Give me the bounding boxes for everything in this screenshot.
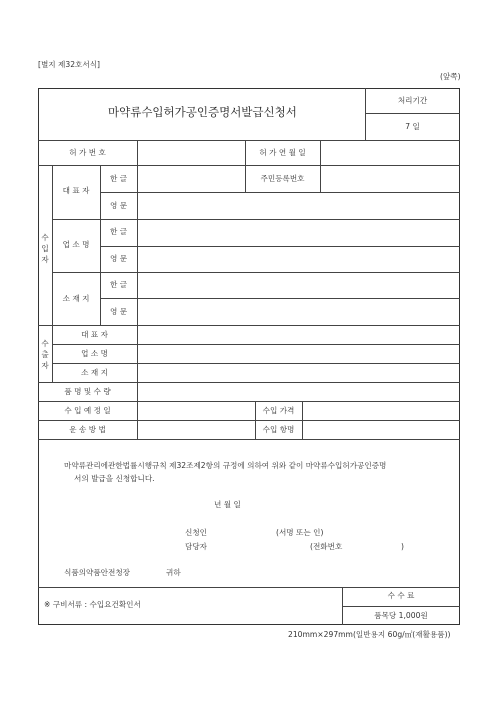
divider: [100, 192, 460, 193]
form-number: [별지 제32호서식]: [38, 60, 101, 69]
statement-line-1: 마약류관리에관한법률시행규칙 제32조제2항의 규정에 의하여 위와 같이 마약류수입허가공인증명: [64, 461, 387, 470]
divider: [52, 363, 460, 364]
page-side-label: (앞쪽): [440, 72, 461, 81]
import-price-label: 수입 가격: [262, 406, 295, 415]
importer-section-label: 수입자: [41, 233, 49, 264]
person-in-charge-label: 담당자: [185, 542, 208, 551]
divider: [100, 298, 460, 299]
product-quantity-label: 품 명 및 수 량: [64, 387, 111, 396]
divider: [365, 113, 460, 114]
statement-line-2: 서의 발급을 신청합니다.: [74, 474, 155, 483]
divider: [38, 325, 460, 326]
attachment-note: ※ 구비서류 : 수입요건확인서: [44, 600, 141, 609]
divider: [38, 439, 460, 440]
importer-business-name-label: 업 소 명: [62, 240, 90, 249]
exporter-location-label: 소 재 지: [81, 368, 108, 377]
importer-location-label: 소 재 지: [62, 294, 90, 303]
divider: [100, 165, 101, 325]
date-line: 년 월 일: [214, 500, 241, 509]
fee-value: 품목당 1,000원: [374, 611, 428, 620]
importer-business-english-label: 영 문: [109, 254, 128, 263]
paper-spec: 210mm×297mm(일반용지 60g/㎡(재활용품)): [288, 630, 451, 639]
divider: [38, 587, 460, 588]
divider: [38, 140, 460, 141]
recipient-authority: 식품의약품안전청장: [64, 568, 131, 577]
divider: [52, 219, 460, 220]
phone-hint-close: ): [401, 542, 404, 551]
divider: [38, 165, 460, 166]
permit-date-label: 허 가 연 월 일: [259, 148, 306, 157]
importer-business-korean-label: 한 글: [109, 227, 128, 236]
applicant-sign-hint: (서명 또는 인): [276, 528, 324, 537]
phone-hint: (전화번호: [310, 542, 343, 551]
importer-representative-korean-label: 한 글: [109, 174, 128, 183]
importer-representative-label: 대 표 자: [62, 186, 90, 195]
resident-number-label: 주민등록번호: [260, 174, 305, 183]
divider: [342, 606, 460, 607]
exporter-section-label: 수출자: [41, 339, 49, 370]
divider: [52, 344, 460, 345]
divider: [320, 140, 321, 192]
divider: [137, 140, 138, 439]
divider: [302, 401, 303, 439]
fee-label: 수 수 료: [387, 591, 415, 600]
divider: [38, 420, 460, 421]
form-title: 마약류수입허가공인증명서발급신청서: [108, 105, 297, 119]
importer-location-english-label: 영 문: [109, 307, 128, 316]
recipient-suffix: 귀하: [166, 568, 181, 577]
divider: [100, 246, 460, 247]
divider: [52, 272, 460, 273]
processing-period-label: 처리기간: [397, 96, 428, 105]
applicant-label: 신청인: [185, 528, 208, 537]
processing-period-value: 7 일: [405, 122, 420, 131]
importer-representative-english-label: 영 문: [109, 201, 128, 210]
divider: [38, 382, 460, 383]
transport-method-label: 운 송 방 법: [69, 425, 106, 434]
exporter-business-name-label: 업 소 명: [81, 349, 108, 358]
divider: [38, 401, 460, 402]
importer-location-korean-label: 한 글: [109, 280, 128, 289]
expected-import-date-label: 수 입 예 정 일: [64, 406, 111, 415]
import-port-label: 수입 항명: [262, 425, 295, 434]
exporter-representative-label: 대 표 자: [81, 330, 108, 339]
permit-number-label: 허 가 번 호: [69, 148, 106, 157]
